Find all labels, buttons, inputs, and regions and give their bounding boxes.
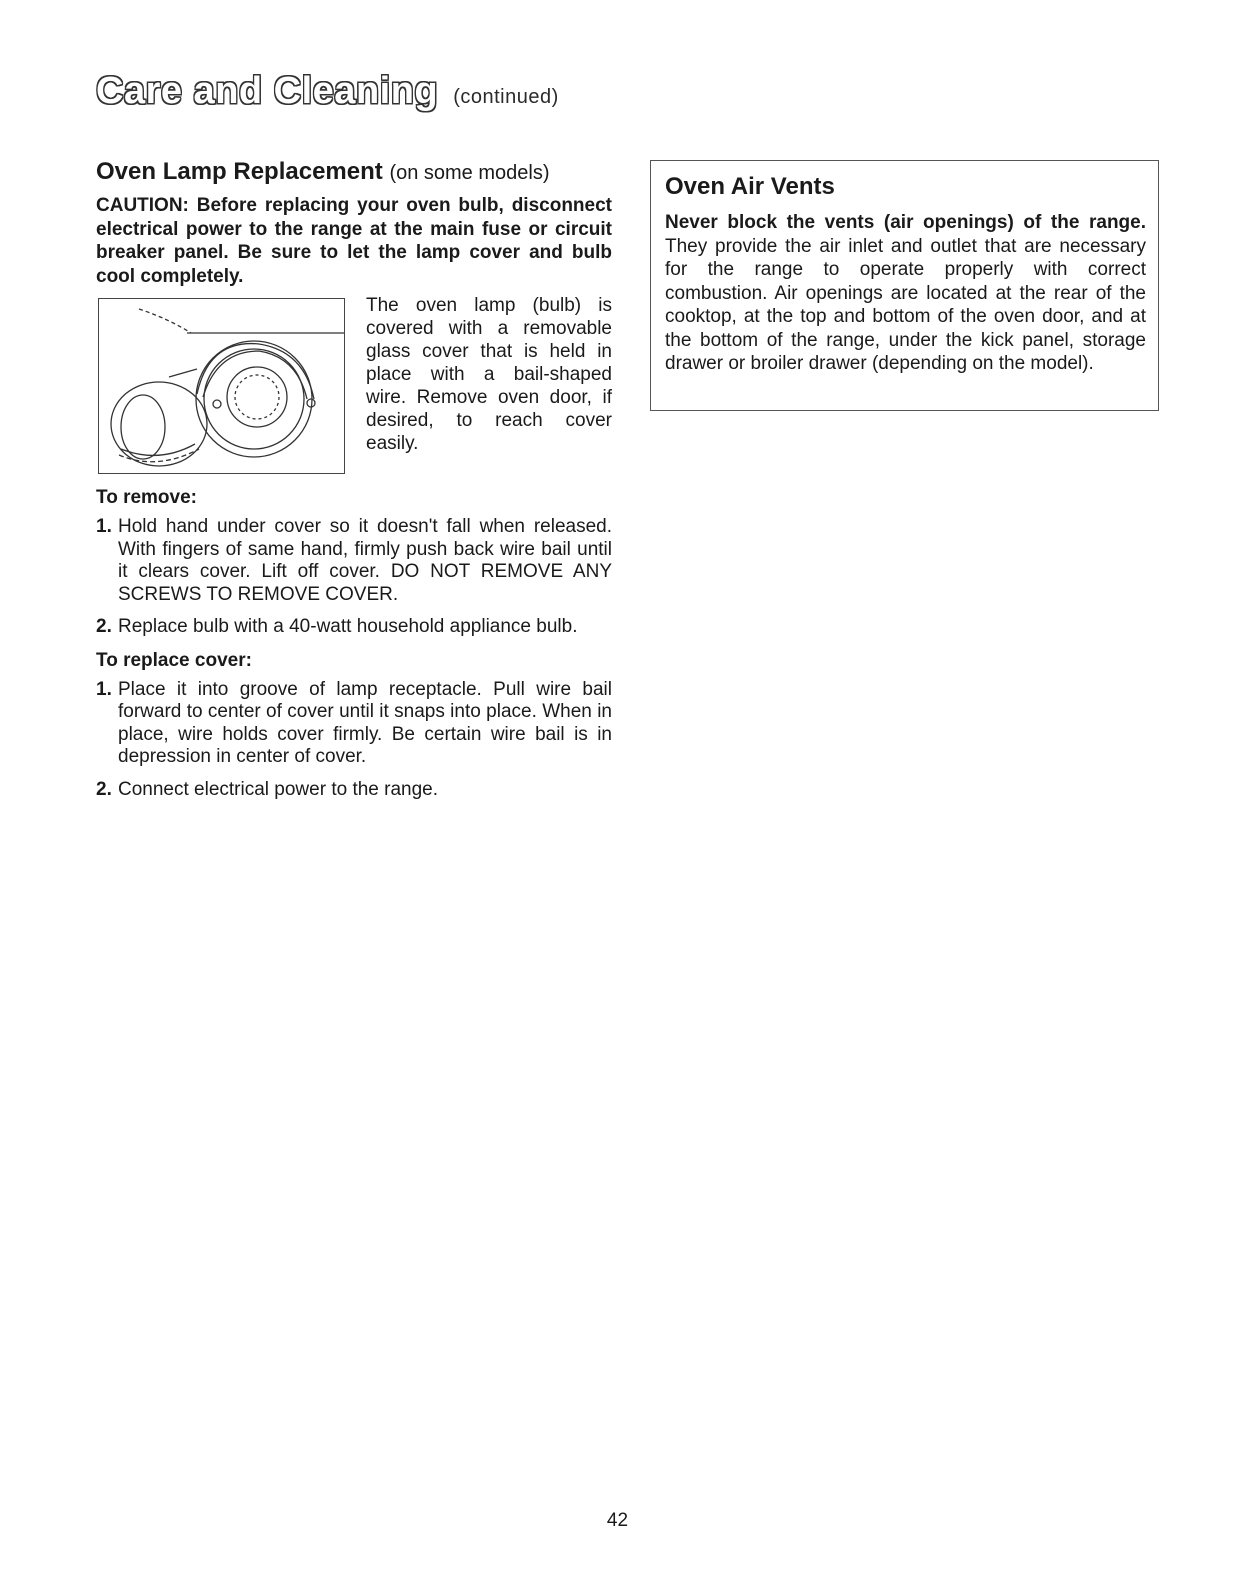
replace-heading: To replace cover: [96,649,252,671]
vents-text: They provide the air inlet and outlet that are necessary for the range to operate properly with correct combustion. Air openings are located at the rear of the cooktop, at the top and bottom of the oven door, and at the bottom of the range, under the kick panel, storage drawer or broiler drawer (depending on the model). [665,235,1146,374]
list-item [96,516,612,606]
step-text: Connect electrical power to the range. [118,778,439,800]
step-number: 1. [96,678,112,700]
lamp-description: The oven lamp (bulb) is covered with a removable glass cover that is held in place with a bail-shaped wire. Remove oven door, if desired, to reach cover easily. [366,295,612,454]
list-item [96,779,612,802]
remove-steps [96,516,612,639]
replace-steps [96,679,612,802]
section-heading [96,158,612,186]
remove-heading: To remove: [96,487,198,508]
caution-text: CAUTION: Before replacing your oven bulb, disconnect electrical power to the range at the main fuse or circuit breaker panel. Be sure to let the lamp cover and bulb cool completely. [96,195,612,287]
page-title [96,70,559,113]
list-item [96,679,612,769]
oven-lamp-section [96,158,612,811]
step-text: Place it into groove of lamp receptacle. Pull wire bail forward to center of cover until it snaps into place. When in place, wire holds cover firmly. Be certain wire bail is in depression in center of cover. [118,678,612,767]
oven-lamp-illustration [98,298,345,474]
step-number: 2. [96,778,112,800]
section-title: Oven Lamp Replacement [96,158,383,185]
step-number: 2. [96,616,112,637]
list-item [96,616,612,639]
vents-lead: Never block the vents (air openings) of the range. [665,212,1146,233]
vents-body [665,211,1146,376]
lamp-illustration-row [96,295,612,486]
oven-air-vents-box [650,160,1159,411]
step-text: Replace bulb with a 40-watt household appliance bulb. [118,616,578,637]
step-number: 1. [96,516,112,537]
section-qualifier: (on some models) [389,162,550,184]
step-text: Hold hand under cover so it doesn't fall when released. With fingers of same hand, firmly push back wire bail until it clears cover. Lift off cover. DO NOT REMOVE ANY SCREWS TO REMOVE COVER. [118,516,612,605]
page-number: 42 [606,1510,629,1531]
page-title-main: Care and Cleaning [96,70,439,112]
vents-title: Oven Air Vents [665,173,835,200]
page-title-continued: (continued) [453,86,559,108]
